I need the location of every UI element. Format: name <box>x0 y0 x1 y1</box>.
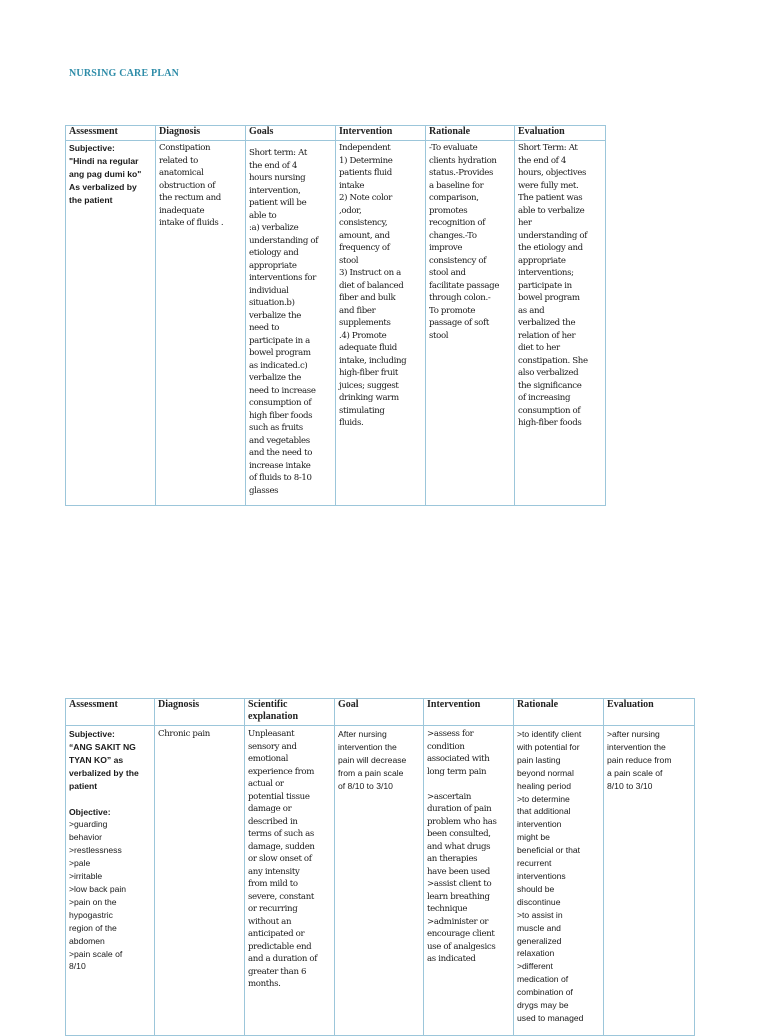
assessment-subjective-text: Subjective: “ANG SAKIT NG TYAN KO” as verbalized by the patient <box>69 729 139 791</box>
care-plan-table-constipation <box>65 125 606 506</box>
header-intervention: Intervention <box>424 699 514 726</box>
header-rationale: Rationale <box>426 126 515 141</box>
goal-cell <box>335 726 424 1036</box>
intervention-cell <box>424 726 514 1036</box>
evaluation-text: >after nursing intervention the pain reduce from a pain scale of 8/10 to 3/10 <box>607 729 672 791</box>
goal-text: After nursing intervention the pain will decrease from a pain scale of 8/10 to 3/10 <box>338 729 407 791</box>
diagnosis-cell <box>155 726 245 1036</box>
intervention-text: >assess for condition associated with long term pain >ascertain duration of pain problem who has been consulted, and what drugs an therapies have been used >assist client to learn breathing technique >administer or encourage client use of analgesics as indicated <box>427 729 497 964</box>
header-diagnosis: Diagnosis <box>156 126 246 141</box>
table-row <box>66 726 695 1036</box>
header-rationale: Rationale <box>514 699 604 726</box>
assessment-objective-text: >guarding behavior >restlessness >pale >irritable >low back pain >pain on the hypogastric region of the abdomen >pain scale of 8/10 <box>69 819 127 972</box>
diagnosis-text: Constipation related to anatomical obstruction of the rectum and inadequate intake of fluids . <box>159 143 224 228</box>
table-row <box>66 141 606 506</box>
header-goal: Goal <box>335 699 424 726</box>
header-assessment: Assessment <box>66 699 155 726</box>
rationale-cell <box>426 141 515 506</box>
header-evaluation: Evaluation <box>604 699 695 726</box>
goals-cell <box>246 141 336 506</box>
assessment-cell <box>66 141 156 506</box>
header-diagnosis: Diagnosis <box>155 699 245 726</box>
intervention-text: Independent 1) Determine patients fluid intake 2) Note color ,odor, consistency, amount, and frequency of stool 3) Instruct on a diet of balanced fiber and bulk and fiber supplements .4) Promote adequate fluid intake, including high-fiber fruit juices; suggest drinking warm stimulating fluids. <box>339 143 407 428</box>
scientific-explanation-cell <box>245 726 335 1036</box>
document-title: NURSING CARE PLAN <box>69 68 180 79</box>
scientific-explanation-text: Unpleasant sensory and emotional experience from actual or potential tissue damage or described in terms of such as damage, sudden or slow onset of any intensity from mild to severe, constant or recurring without an anticipated or predictable end and a duration of greater than 6 months. <box>248 729 318 989</box>
rationale-text: >to identify client with potential for pain lasting beyond normal healing period >to determine that additional intervention might be beneficial or that recurrent interventions should be discontinue >to assist in muscle and generalized relaxation >different medication of combination of drygs may be used to managed <box>517 729 584 1023</box>
evaluation-cell <box>515 141 606 506</box>
header-assessment: Assessment <box>66 126 156 141</box>
evaluation-text: Short Term: At the end of 4 hours, objectives were fully met. The patient was able to verbalize her understanding of the etiology and appropriate interventions; participate in bowel program as and verbalized the relation of her diet to her constipation. She also verbalized the significance of increasing consumption of high-fiber foods <box>518 143 588 428</box>
assessment-objective-label: Objective: <box>69 806 111 817</box>
rationale-cell <box>514 726 604 1036</box>
evaluation-cell <box>604 726 695 1036</box>
diagnosis-cell <box>156 141 246 506</box>
care-plan-table-chronic-pain <box>65 698 695 1036</box>
goals-text: Short term: At the end of 4 hours nursing intervention, patient will be able to :a) verbalize understanding of etiology and appropriate interventions for individual situation.b) verbalize the need to participate in a bowel program as indicated.c) verbalize the need to increase consumption of high fiber foods such as fruits and vegetables and the need to increase intake of fluids to 8-10 glasses <box>249 148 319 496</box>
diagnosis-text: Chronic pain <box>158 729 210 739</box>
assessment-text: Subjective: "Hindi na regular ang pag dumi ko" As verbalized by the patient <box>69 143 142 205</box>
table-header-row <box>66 126 606 141</box>
table-header-row <box>66 699 695 726</box>
header-scientific-explanation: Scientific explanation <box>245 699 335 726</box>
header-goals: Goals <box>246 126 336 141</box>
intervention-cell <box>336 141 426 506</box>
assessment-cell <box>66 726 155 1036</box>
header-intervention: Intervention <box>336 126 426 141</box>
rationale-text: -To evaluate clients hydration status.-Provides a baseline for comparison, promotes recognition of changes.-To improve consistency of stool and facilitate passage through colon.- To promote passage of soft stool <box>429 143 500 341</box>
header-evaluation: Evaluation <box>515 126 606 141</box>
